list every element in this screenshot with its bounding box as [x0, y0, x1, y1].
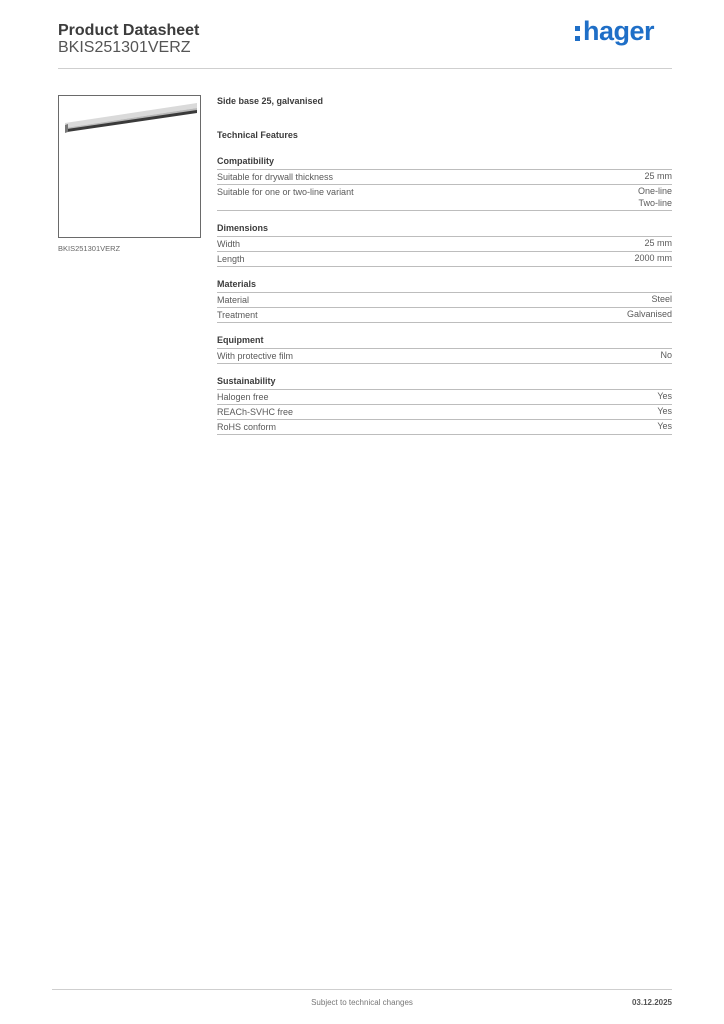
logo-colon-icon	[575, 26, 580, 41]
spec-row	[217, 293, 672, 308]
spec-row	[217, 170, 672, 185]
spec-label: Treatment	[217, 310, 258, 320]
technical-features-heading: Technical Features	[217, 130, 298, 140]
spec-value	[657, 406, 672, 418]
product-name: Side base 25, galvanised	[217, 96, 324, 106]
spec-label: Suitable for one or two-line variant	[217, 187, 354, 197]
section-materials	[217, 278, 672, 323]
spec-row	[217, 405, 672, 420]
spec-value-line: No	[660, 350, 672, 360]
hager-logo	[575, 14, 654, 48]
spec-label: Halogen free	[217, 392, 269, 402]
spec-label: Suitable for drywall thickness	[217, 172, 334, 182]
section-equipment	[217, 334, 672, 364]
spec-value	[638, 186, 672, 209]
spec-label: Material	[217, 295, 250, 305]
spec-value-line: Yes	[657, 391, 672, 401]
spec-value-line: Two-line	[638, 197, 672, 208]
spec-value-line: Yes	[657, 421, 672, 431]
datasheet-content	[217, 95, 672, 446]
spec-row	[217, 237, 672, 252]
spec-value	[657, 391, 672, 403]
spec-value-line: One-line	[637, 186, 672, 196]
feature-sections	[217, 155, 672, 435]
spec-value	[644, 171, 672, 183]
logo-text: hager	[582, 15, 654, 46]
spec-label: Width	[217, 239, 241, 249]
section-heading: Compatibility	[217, 155, 672, 170]
spec-row	[217, 252, 672, 267]
spec-value	[660, 350, 672, 362]
section-sustainability	[217, 375, 672, 435]
section-heading: Equipment	[217, 334, 672, 349]
spec-value	[657, 421, 672, 433]
spec-value-line: 25 mm	[644, 171, 672, 181]
product-image	[58, 95, 201, 238]
spec-row	[217, 390, 672, 405]
spec-label: RoHS conform	[217, 422, 277, 432]
spec-value-line: Galvanised	[626, 309, 672, 319]
side-base-profile-icon	[59, 96, 200, 237]
page-title: Product Datasheet	[58, 22, 200, 39]
header-divider	[58, 68, 672, 69]
spec-row	[217, 308, 672, 323]
spec-value-line: 25 mm	[644, 238, 672, 248]
footer-note: Subject to technical changes	[311, 998, 413, 1007]
section-heading: Materials	[217, 278, 672, 293]
spec-row	[217, 185, 672, 211]
spec-value-line: Steel	[651, 294, 672, 304]
product-code: BKIS251301VERZ	[58, 39, 191, 56]
spec-value	[651, 294, 672, 306]
spec-value-line: Yes	[657, 406, 672, 416]
spec-value	[634, 253, 672, 265]
section-heading: Sustainability	[217, 375, 672, 390]
spec-value	[644, 238, 672, 250]
spec-row	[217, 420, 672, 435]
footer-divider	[52, 989, 672, 990]
footer-date: 03.12.2025	[631, 998, 672, 1007]
spec-label: Length	[217, 254, 245, 264]
spec-row	[217, 349, 672, 364]
spec-label: With protective film	[217, 351, 294, 361]
spec-value	[627, 309, 672, 321]
image-caption: BKIS251301VERZ	[58, 244, 121, 253]
spec-label: REACh-SVHC free	[217, 407, 294, 417]
section-compatibility	[217, 155, 672, 211]
section-heading: Dimensions	[217, 222, 672, 237]
section-dimensions	[217, 222, 672, 267]
spec-value-line: 2000 mm	[634, 253, 672, 263]
